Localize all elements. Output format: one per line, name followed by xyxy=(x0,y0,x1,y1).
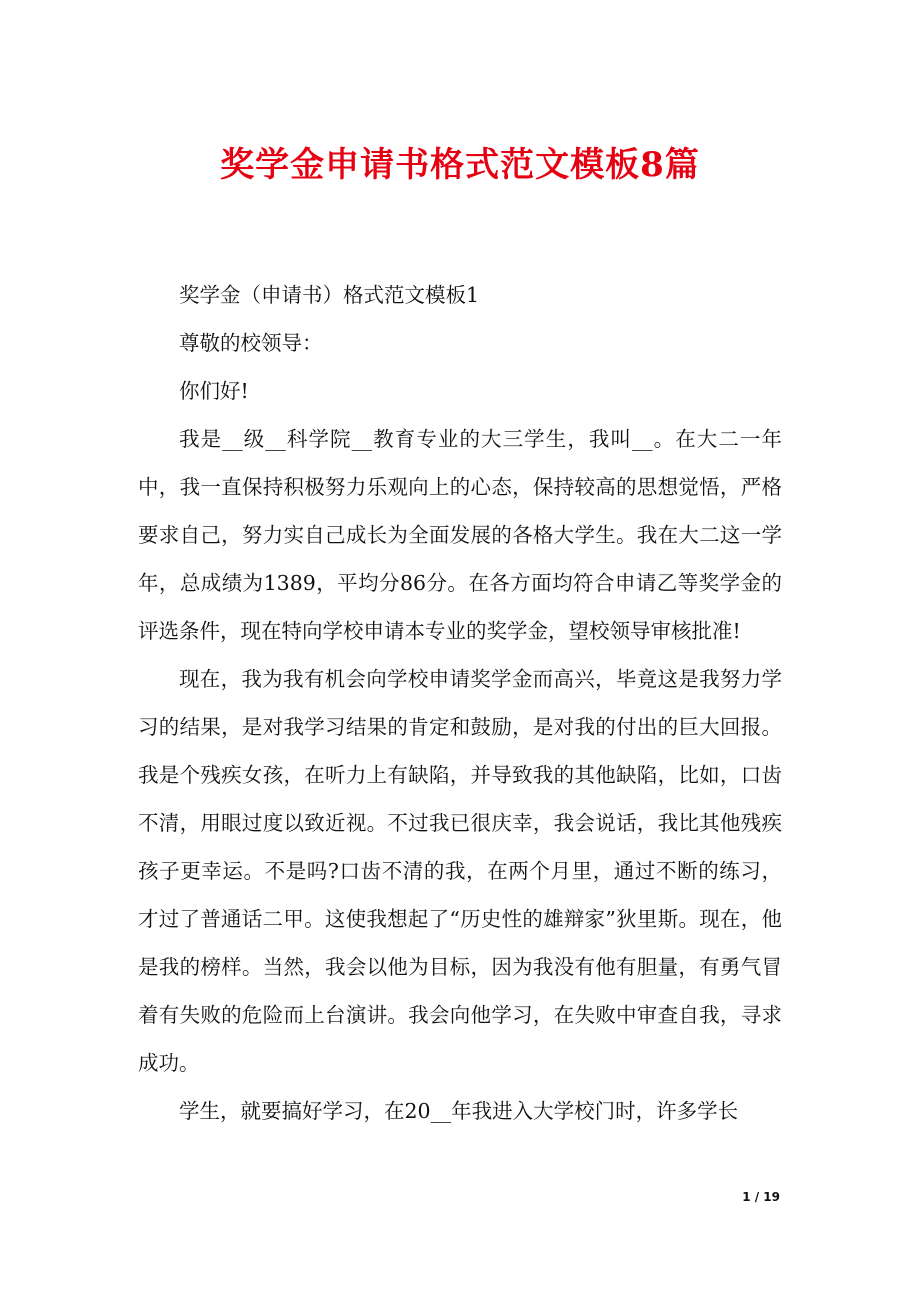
section-heading: 奖学金（申请书）格式范文模板1 xyxy=(179,283,480,307)
body-paragraph: 学生，就要搞好学习，在20__年我进入大学校门时，许多学长 xyxy=(179,1099,739,1123)
body-paragraph: 现在，我为我有机会向学校申请奖学金而高兴，毕竟这是我努力学习的结果，是对我学习结果的肯定和鼓励，是对我的付出的巨大回报。我是个残疾女孩，在听力上有缺陷，并导致我的其他缺陷，比如，口齿不清，用眼过度以致近视。不过我已很庆幸，我会说话，我比其他残疾孩子更幸运。不是吗?口齿不清的我，在两个月里，通过不断的练习，才过了普通话二甲。这使我想起了“历史性的雄辩家”狄里斯。现在，他是我的榜样。当然，我会以他为目标，因为我没有他有胆量，有勇气冒着有失败的危险而上台演讲。我会向他学习，在失败中审查自我，寻求成功。 xyxy=(138,667,782,1075)
greeting: 你们好! xyxy=(179,379,249,403)
body-paragraph: 我是__级__科学院__教育专业的大三学生，我叫__。在大二一年中，我一直保持积极努力乐观向上的心态，保持较高的思想觉悟，严格要求自己，努力实自己成长为全面发展的各格大学生。我在大二这一学年，总成绩为1389，平均分86分。在各方面均符合申请乙等奖学金的评选条件，现在特向学校申请本专业的奖学金，望校领导审核批准! xyxy=(138,427,782,643)
document-body xyxy=(138,271,782,1135)
salutation: 尊敬的校领导： xyxy=(179,331,323,355)
page-number: 1 / 19 xyxy=(742,1190,780,1204)
document-title: 奖学金申请书格式范文模板8篇 xyxy=(220,145,700,185)
